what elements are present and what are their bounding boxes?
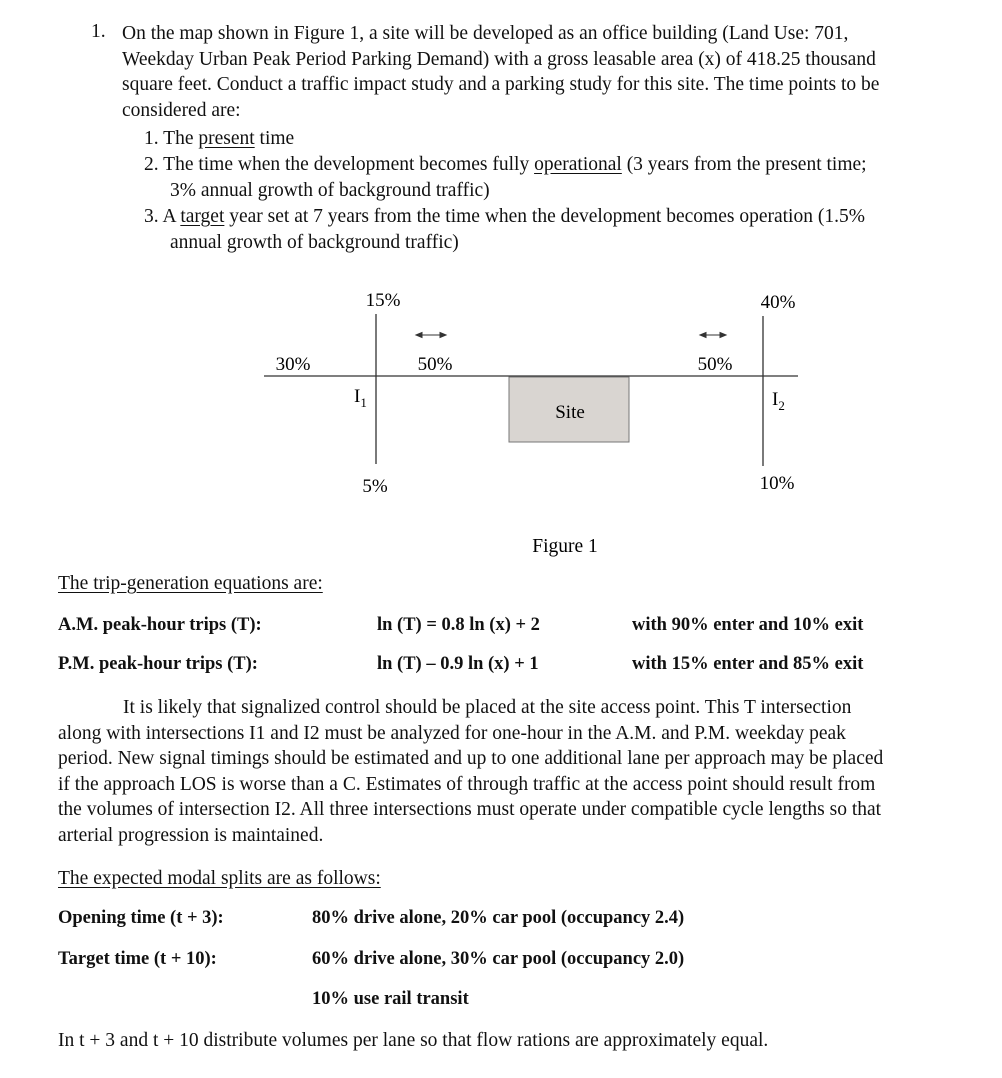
time-point-1 <box>144 128 294 150</box>
pm-label: P.M. peak-hour trips (T): <box>58 654 258 674</box>
i2-label: $I_2$ <box>772 389 785 413</box>
figure-caption: Figure 1 <box>532 536 598 557</box>
time-point-underlined: present <box>198 128 255 149</box>
intro-line: Weekday Urban Peak Period Parking Demand) with a gross leasable area (x) of 418.25 thousand <box>122 48 876 70</box>
paragraph-line: period. New signal timings should be estimated and up to one additional lane per approach may be placed <box>58 748 884 769</box>
time-point-underlined: operational <box>534 154 622 175</box>
paragraph-line: along with intersections I1 and I2 must be analyzed for one-hour in the A.M. and P.M. weekday peak <box>58 722 846 744</box>
figure-1 <box>0 270 1002 570</box>
i1-label: $I_1$ <box>354 386 367 410</box>
i1-south-pct: 5% <box>362 476 388 497</box>
intro-line: square feet. Conduct a traffic impact study and a parking study for this site. The time points to be <box>122 74 880 95</box>
trip-generation-heading-text: The trip-generation equations are: <box>58 573 323 594</box>
opening-time-value: 80% drive alone, 20% car pool (occupancy 2.4) <box>312 908 685 928</box>
time-point-3-cont: annual growth of background traffic) <box>170 232 459 253</box>
trip-generation-heading <box>58 573 323 595</box>
am-split: with 90% enter and 10% exit <box>632 615 864 635</box>
time-point-text: (3 years from the present time; <box>621 154 867 175</box>
site-label: Site <box>555 402 585 423</box>
i2-south-pct: 10% <box>759 473 795 494</box>
paragraph-line: the volumes of intersection I2. All three intersections must operate under compatible cycle lengths so that <box>58 799 882 820</box>
i2-north-pct: 40% <box>760 292 796 313</box>
am-label: A.M. peak-hour trips (T): <box>58 615 262 635</box>
intro-line: considered are: <box>122 99 241 121</box>
i1-north-pct: 15% <box>365 290 401 311</box>
i2-west-pct: 50% <box>697 354 733 375</box>
modal-splits-heading-text: The expected modal splits are as follows: <box>58 868 381 889</box>
analysis-paragraph <box>58 695 963 848</box>
final-note: In t + 3 and t + 10 distribute volumes per lane so that flow rations are approximately equal. <box>58 1030 769 1051</box>
time-point-2 <box>144 154 867 176</box>
time-point-number: 1. <box>144 128 159 149</box>
opening-time-label: Opening time (t + 3): <box>58 908 224 928</box>
problem-intro <box>122 21 879 123</box>
i2-two-way-arrow-icon <box>700 333 726 338</box>
intro-line: On the map shown in Figure 1, a site will be developed as an office building (Land Use: 701, <box>122 23 849 44</box>
problem-number: 1. <box>91 21 106 42</box>
pm-split: with 15% enter and 85% exit <box>632 654 864 674</box>
am-equation: ln (T) = 0.8 ln (x) + 2 <box>377 615 540 635</box>
time-point-number: 3. <box>144 206 159 227</box>
modal-splits-heading <box>58 868 381 890</box>
i1-two-way-arrow-icon <box>416 333 446 338</box>
time-point-2-cont: 3% annual growth of background traffic) <box>170 180 490 201</box>
pm-equation: ln (T) – 0.9 ln (x) + 1 <box>377 654 539 674</box>
i1-east-pct: 50% <box>417 354 453 375</box>
target-time-label: Target time (t + 10): <box>58 949 217 969</box>
time-point-text: A <box>162 206 181 227</box>
paragraph-line: It is likely that signalized control should be placed at the site access point. This T intersection <box>123 697 852 718</box>
time-point-text: The time when the development becomes fully <box>163 154 535 175</box>
target-time-extra: 10% use rail transit <box>312 989 469 1009</box>
time-point-text: The <box>163 128 199 149</box>
target-time-value: 60% drive alone, 30% car pool (occupancy 2.0) <box>312 949 685 969</box>
time-point-text: time <box>254 128 295 149</box>
paragraph-line: arterial progression is maintained. <box>58 824 324 846</box>
paragraph-line: if the approach LOS is worse than a C. Estimates of through traffic at the access point should result from <box>58 773 876 795</box>
time-point-number: 2. <box>144 154 159 175</box>
time-point-3 <box>144 206 865 228</box>
i1-west-pct: 30% <box>275 354 311 375</box>
time-point-underlined: target <box>180 206 225 227</box>
time-point-text: year set at 7 years from the time when the development becomes operation (1.5% <box>224 206 865 227</box>
